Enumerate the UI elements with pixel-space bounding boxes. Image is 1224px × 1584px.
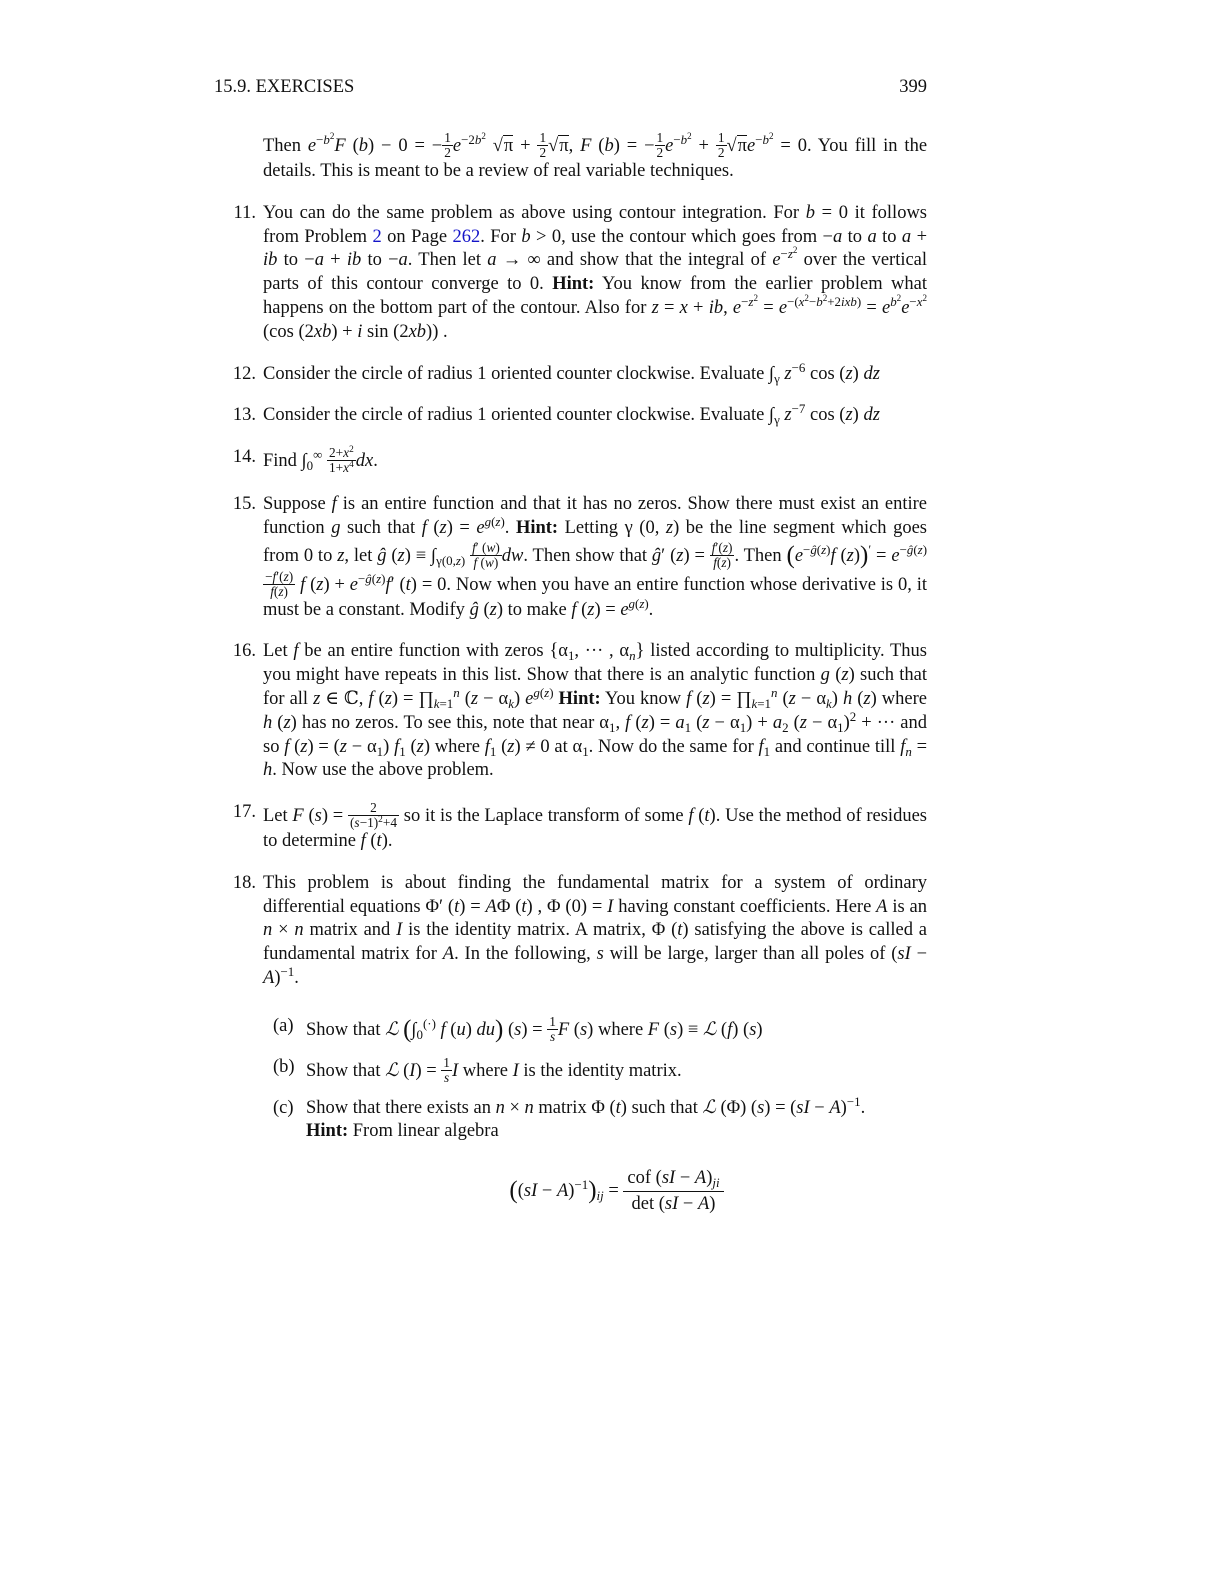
problem-link[interactable]: 2 bbox=[372, 226, 382, 247]
exercise-11: 11. You can do the same problem as above using contour integration. For b = 0 it follows from Problem 2 on Page 262. For b > 0, use the contour which goes from −a to a to a + ib to −a + ib to −a. Then let a → ∞ and show that the integral of $e^{-z^2}$ over the vertical parts of this contour converge to 0. Hint: You know from the earlier problem what happens on the bottom part of the contour. Also for z = x + ib, $e^{-z^2} = e^{-(x^2-b^2+2ixb)} = e^{b^2}e^{-x^2}$ (cos (2xb) + i sin (2xb)) . bbox=[263, 202, 927, 345]
intro-paragraph: Then $e^{-b^2}F$ (b) − 0 = − $\frac{1}{2}$ $e^{-2b^2}$ √π + $\frac{1}{2}$ √π, F (b) = − $\frac{1}{2}$ $e^{-b^2}$ + $\frac{1}{2}$ $√\pi e^{-b^2} = 0$. You fill in the details. This is meant to be a review of real variable techniques. bbox=[263, 130, 928, 181]
exercise-18c: (c) Show that there exists an n × n matrix Φ (t) such that ℒ (Φ) (s) = (sI − A)$^{-1}$. Hint: From linear algebra $((sI - A)^{-1})_{ij}$ = cof $(sI - A)_{ji}$ det (sI − A) bbox=[263, 1097, 927, 1218]
exercise-18b: (b) Show that ℒ (I) = $\frac{1}{s}$ I where I is the identity matrix. bbox=[273, 1054, 682, 1085]
exercise-16: 16. Let f be an entire function with zeros {$\alpha_1$, ··· , $\alpha_n$} listed according to multiplicity. Thus you might have repeats in this list. Show that there is an analytic function g (z) such that for all z ∈ ℂ, f $(z) = \prod_{k=1}^n$ $(z - \alpha_k)$ $e^{g(z)}$ Hint: You know f $(z) = \prod_{k=1}^n$ $(z - \alpha_k)$ h (z) where h (z) has no zeros. To see this, note that near $\alpha_1$, f $(z) = a_1$ $(z - \alpha_1) + a_2$ $(z - \alpha_1)^2$ + ··· and so f $(z) = (z - \alpha_1)$ $f_1$ (z) where $f_1$ (z) ≠ 0 at $\alpha_1$. Now do the same for $f_1$ and continue till $f_n = h$. Now use the above problem. bbox=[263, 640, 927, 783]
exercise-18a: (a) Show that ℒ ($\int_0^{(\cdot)}$ f (u) du) (s) = $\frac{1}{s}$ F (s) where F (s) ≡ ℒ (f) (s) bbox=[273, 1013, 763, 1044]
exercise-13: 13. Consider the circle of radius 1 oriented counter clockwise. Evaluate $\int_\gamma$ $z^{-7}$ cos (z) dz bbox=[263, 404, 927, 428]
page-body bbox=[232, 130, 928, 1218]
exercise-number: 13. bbox=[232, 405, 256, 426]
exercise-15: 15. Suppose f is an entire function and that it has no zeros. Show there must exist an entire function g such that f $(z) = e^{g(z)}$. Hint: Letting γ (0, z) be the line segment which goes from 0 to z, let ĝ $(z) \equiv \int_{\gamma(0,z)}$ $\frac{f' (w)}{f (w)}$ dw. Then show that ĝ′ (z) = $\frac{f'(z)}{f(z)}$ . Then ($e^{-ĝ(z)}f$ $(z))' = e^{-ĝ(z)}$ $\frac{-f'(z)}{f(z)}$ f $(z) + e^{-ĝ(z)}f'$ (t) = 0. Now when you have an entire function whose derivative is 0, it must be a constant. Modify ĝ (z) to make f $(z) = e^{g(z)}$. bbox=[263, 493, 927, 622]
page-link[interactable]: 262 bbox=[452, 226, 481, 247]
exercise-14: 14. Find $\int_0^\infty$ $\frac{2+x^2}{1+x^4}$ dx. bbox=[263, 446, 927, 475]
exercise-number: 18. bbox=[232, 872, 256, 893]
page-number: 399 bbox=[899, 77, 927, 97]
exercise-number: 14. bbox=[232, 447, 256, 468]
exercise-number: 16. bbox=[232, 641, 256, 662]
exercise-number: 11. bbox=[233, 202, 256, 223]
exercise-12: 12. Consider the circle of radius 1 oriented counter clockwise. Evaluate $\int_\gamma$ $z^{-6}$ cos (z) dz bbox=[263, 363, 927, 387]
exercise-number: 17. bbox=[232, 802, 256, 823]
section-title: 15.9. EXERCISES bbox=[214, 77, 355, 97]
exercise-number: 15. bbox=[232, 494, 256, 515]
exercise-18: 18. This problem is about finding the fundamental matrix for a system of ordinary differential equations Φ′ (t) = AΦ (t) , Φ (0) = I having constant coefficients. Here A is an n × n matrix and I is the identity matrix. A matrix, Φ (t) satisfying the above is called a fundamental matrix for A. In the following, s will be large, larger than all poles of (sI − A)$^{-1}$. (a) Show that ℒ ($\int_0^{(\cdot)}$ f (u) du) (s) = $\frac{1}{s}$ F (s) where F (s) ≡ ℒ (f) (s) (b) Show that ℒ (I) = $\frac{1}{s}$ I where I is the identity matrix. (c) Show that there exists an n × n matrix Φ (t) such that ℒ (Φ) (s) = (sI − A)$^{-1}$. Hint: From linear algebra $((sI - A)^{-1})_{ij}$ = cof $(sI - A)_{ji}$ det (sI − A) bbox=[263, 872, 927, 1218]
cofactor-formula: $((sI - A)^{-1})_{ij}$ = cof $(sI - A)_{ji}$ det (sI − A) bbox=[306, 1166, 927, 1217]
exercise-number: 12. bbox=[232, 363, 256, 384]
exercise-17: 17. Let F (s) = $\frac{2}{(s-1)^2+4}$ so it is the Laplace transform of some f (t). Use the method of residues to determine f (t). bbox=[263, 801, 927, 854]
